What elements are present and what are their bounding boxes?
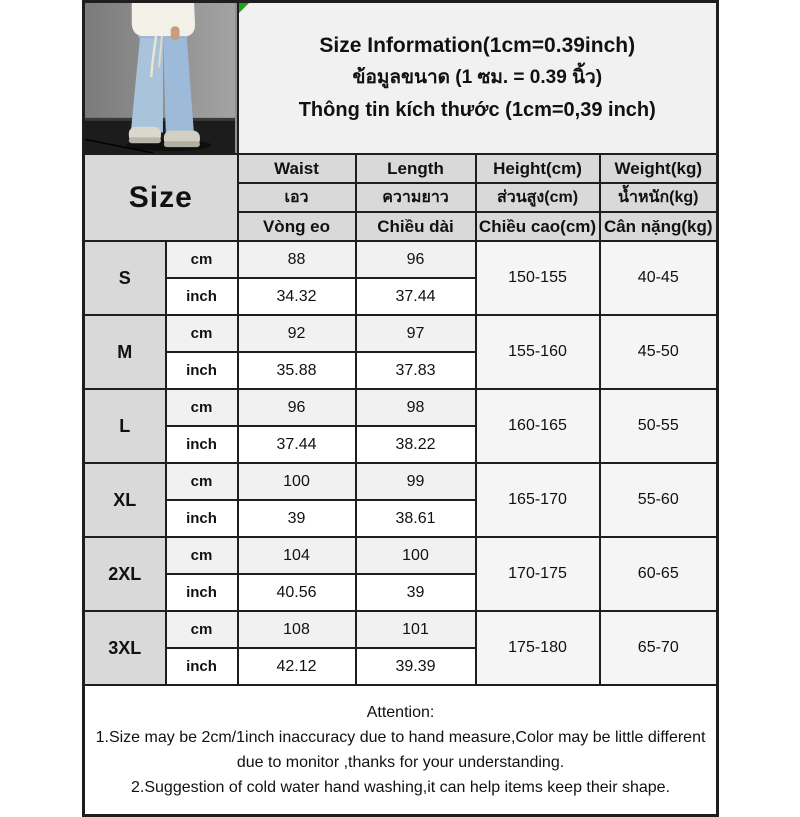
attention-heading: Attention: (366, 704, 435, 721)
unit-label-inch: inch (166, 648, 238, 685)
waist-inch-value: 34.32 (238, 278, 356, 315)
length-cm-value: 96 (356, 241, 476, 278)
column-header-length-vi: Chiều dài (356, 212, 476, 241)
unit-label-inch: inch (166, 574, 238, 611)
height-range: 170-175 (476, 537, 600, 611)
weight-range: 55-60 (600, 463, 718, 537)
waist-cm-value: 88 (238, 241, 356, 278)
length-cm-value: 101 (356, 611, 476, 648)
waist-inch-value: 42.12 (238, 648, 356, 685)
unit-label-cm: cm (166, 241, 238, 278)
waist-cm-value: 92 (238, 315, 356, 352)
length-inch-value: 39.39 (356, 648, 476, 685)
length-inch-value: 39 (356, 574, 476, 611)
column-header-weight-th: น้ำหนัก(kg) (600, 183, 718, 212)
size-row-label: M (84, 315, 166, 389)
size-row-label: L (84, 389, 166, 463)
waist-cm-value: 104 (238, 537, 356, 574)
unit-label-cm: cm (166, 463, 238, 500)
weight-range: 65-70 (600, 611, 718, 685)
weight-range: 50-55 (600, 389, 718, 463)
size-row-label: 3XL (84, 611, 166, 685)
length-inch-value: 38.61 (356, 500, 476, 537)
unit-label-cm: cm (166, 389, 238, 426)
waist-cm-value: 108 (238, 611, 356, 648)
weight-range: 40-45 (600, 241, 718, 315)
title-thai: ข้อมูลขนาด (1 ซม. = 0.39 นิ้ว) (352, 67, 603, 88)
attention-note-line: 1.Size may be 2cm/1inch inaccuracy due to hand measure,Color may be little different (95, 729, 706, 746)
column-header-weight-vi: Cân nặng(kg) (600, 212, 718, 241)
unit-label-cm: cm (166, 611, 238, 648)
unit-label-inch: inch (166, 278, 238, 315)
waist-cm-value: 96 (238, 389, 356, 426)
title-vietnamese: Thông tin kích thước (1cm=0,39 inch) (298, 99, 656, 121)
model-photo (85, 3, 235, 153)
length-cm-value: 97 (356, 315, 476, 352)
waist-inch-value: 37.44 (238, 426, 356, 463)
unit-label-inch: inch (166, 426, 238, 463)
size-row-label: S (84, 241, 166, 315)
green-corner-flag-icon (239, 3, 249, 13)
length-cm-value: 99 (356, 463, 476, 500)
height-range: 175-180 (476, 611, 600, 685)
title-english: Size Information(1cm=0.39inch) (319, 34, 636, 57)
column-header-height: Height(cm) (476, 154, 600, 183)
attention-box (84, 685, 718, 816)
column-header-length: Length (356, 154, 476, 183)
column-header-waist-th: เอว (238, 183, 356, 212)
column-header-height-vi: Chiều cao(cm) (476, 212, 600, 241)
height-range: 160-165 (476, 389, 600, 463)
sweater (132, 3, 195, 36)
waist-inch-value: 35.88 (238, 352, 356, 389)
waist-inch-value: 40.56 (238, 574, 356, 611)
length-inch-value: 38.22 (356, 426, 476, 463)
waist-cm-value: 100 (238, 463, 356, 500)
hand (171, 26, 180, 40)
attention-note-line: 2.Suggestion of cold water hand washing,it can help items keep their shape. (131, 779, 671, 796)
length-cm-value: 98 (356, 389, 476, 426)
unit-label-inch: inch (166, 352, 238, 389)
product-photo-cell (84, 2, 238, 155)
size-corner-label: Size (84, 154, 238, 241)
column-header-waist: Waist (238, 154, 356, 183)
size-chart-table (82, 0, 719, 817)
length-cm-value: 100 (356, 537, 476, 574)
height-range: 150-155 (476, 241, 600, 315)
column-header-waist-vi: Vòng eo (238, 212, 356, 241)
waist-inch-value: 39 (238, 500, 356, 537)
attention-note-line: due to monitor ,thanks for your understanding. (236, 754, 565, 771)
weight-range: 45-50 (600, 315, 718, 389)
unit-label-inch: inch (166, 500, 238, 537)
size-row-label: 2XL (84, 537, 166, 611)
height-range: 165-170 (476, 463, 600, 537)
sheet-content (82, 0, 719, 817)
column-header-weight: Weight(kg) (600, 154, 718, 183)
column-header-height-th: ส่วนสูง(cm) (476, 183, 600, 212)
height-range: 155-160 (476, 315, 600, 389)
unit-label-cm: cm (166, 315, 238, 352)
size-row-label: XL (84, 463, 166, 537)
length-inch-value: 37.44 (356, 278, 476, 315)
weight-range: 60-65 (600, 537, 718, 611)
column-header-length-th: ความยาว (356, 183, 476, 212)
title-cell (238, 2, 718, 155)
unit-label-cm: cm (166, 537, 238, 574)
length-inch-value: 37.83 (356, 352, 476, 389)
